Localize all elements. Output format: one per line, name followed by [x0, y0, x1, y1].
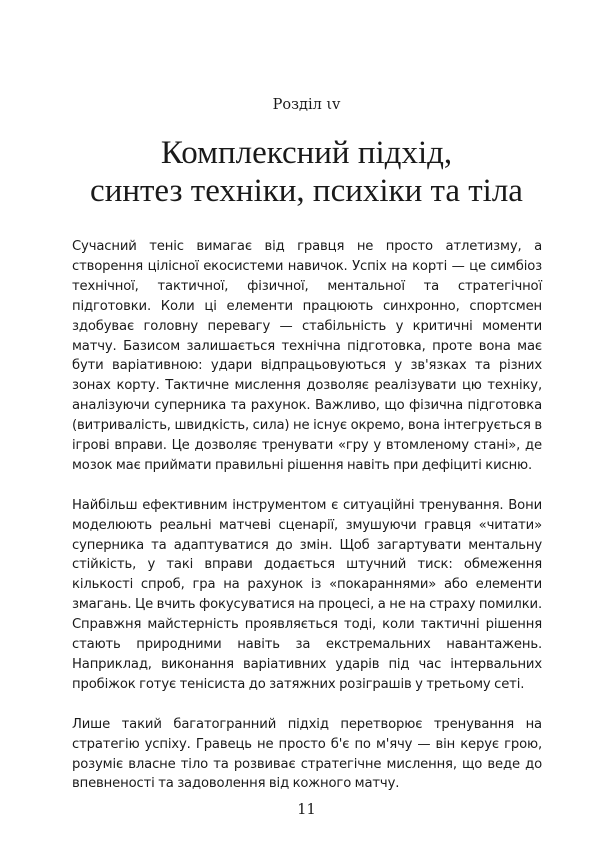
- chapter-title: [0, 134, 613, 210]
- body-text: [72, 237, 542, 814]
- paragraph-2: Найбільш ефективним інструментом є ситуаційні тренування. Вони моделюють реальні матчеві сценарії, змушуючи гравця «читати» суперника та адаптуватися до змін. Щоб загартувати ментальну стійкість, у такі вправи додається штучний тиск: обмеження кількості спроб, гра на рахунок із «покараннями» або елементи змагань. Це вчить фокусуватися на процесі, а не на страху помилки. Справжня майстерність проявляється тоді, коли тактичні рішення стають природними навіть за екстремальних навантажень. Наприклад, виконання варіативних ударів під час інтервальних пробіжок готує тенісиста до затяжних розіграшів у третьому сеті.: [72, 497, 542, 692]
- page-number: 11: [297, 802, 316, 818]
- chapter-title-line-1: Комплексний підхід,: [160, 135, 453, 171]
- paragraph-1: Сучасний теніс вимагає від гравця не просто атлетизму, а створення цілісної екосистеми навичок. Успіх на корті — це симбіоз технічної, тактичної, фізичної, ментальної та стратегічної підготовки. Коли ці елементи працюють синхронно, спортсмен здобуває головну перевагу — стабільність у критичні моменти матчу. Базисом залишається технічна підготовка, проте вона має бути варіативною: удари відпрацьовуються у зв'язках та різних зонах корту. Тактичне мислення дозволяє реалізувати цю техніку, аналізуючи суперника та рахунок. Важливо, що фізична підготовка (витривалість, швидкість, сила) не існує окремо, вона інтегрується в ігрові вправи. Це дозволяє тренувати «гру у втомленому стані», де мозок має приймати правильні рішення навіть при дефіциті кисню.: [72, 239, 542, 473]
- paragraph-3: Лише такий багатогранний підхід перетворює тренування на стратегію успіху. Гравець не просто б'є по м'ячу — він керує грою, розуміє власне тіло та розвиває стратегічне мислення, що веде до впевненості та задоволення від кожного матчу.: [72, 716, 542, 792]
- chapter-label: Розділ ιv: [272, 97, 341, 113]
- chapter-title-line-2: синтез техніки, психіки та тіла: [90, 173, 523, 209]
